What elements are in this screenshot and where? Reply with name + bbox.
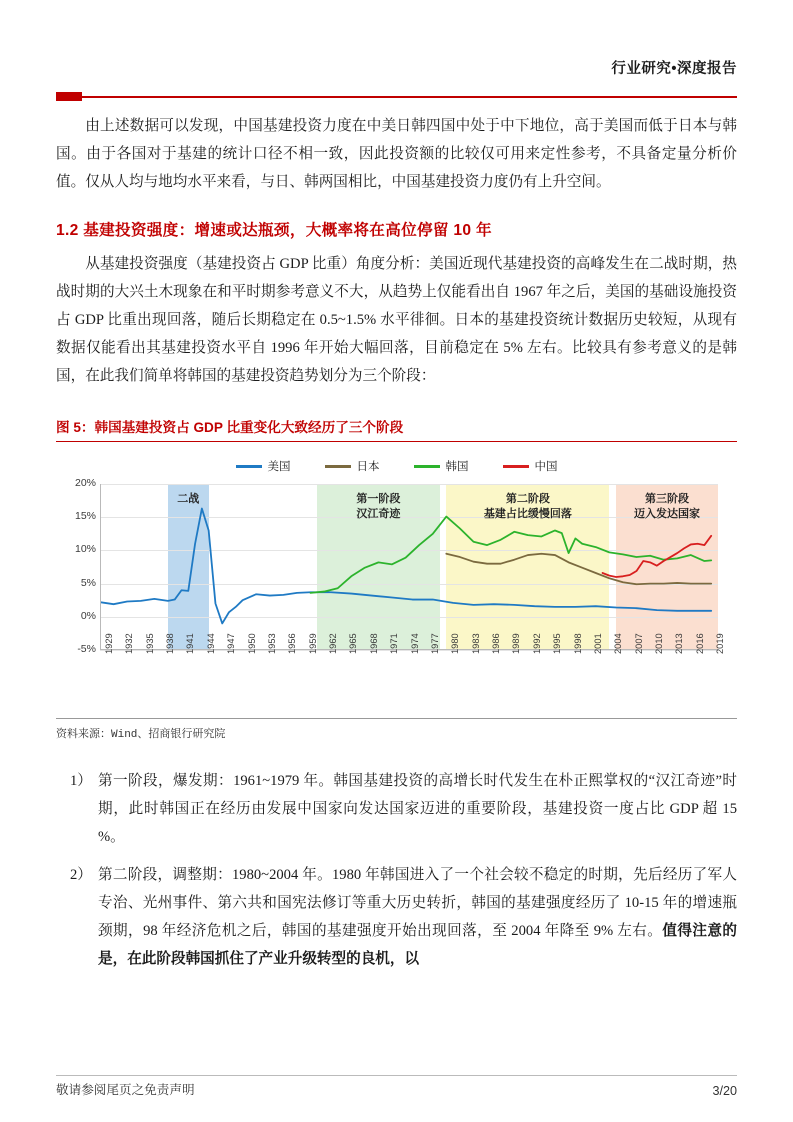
x-tick-label: 1947 xyxy=(226,633,237,654)
header-divider xyxy=(56,96,737,98)
legend-item xyxy=(236,458,291,474)
x-tick-label: 1944 xyxy=(205,633,216,654)
x-tick-label: 1971 xyxy=(389,633,400,654)
x-tick-label: 1938 xyxy=(165,633,176,654)
list-item-number: 1） xyxy=(70,773,92,789)
section-heading-1-2: 1.2 基建投资强度：增速或达瓶颈，大概率将在高位停留 10 年 xyxy=(56,222,492,239)
figure-5 xyxy=(56,416,737,741)
y-tick-label: 15% xyxy=(74,510,96,523)
legend-item xyxy=(503,458,558,474)
y-tick-label: 20% xyxy=(74,477,96,489)
x-tick-label: 1965 xyxy=(348,633,359,654)
x-tick-label: 1980 xyxy=(450,633,461,654)
x-tick-label: 1968 xyxy=(368,633,379,654)
legend-label: 日本 xyxy=(356,461,380,473)
list-item-text-bold: 值得注意的是，在此阶段韩国抓住了产业升级转型的良机，以 xyxy=(98,923,737,967)
y-tick-label: -5% xyxy=(77,643,96,655)
numbered-list xyxy=(56,767,737,973)
x-tick-label: 1962 xyxy=(328,633,339,654)
x-tick-label: 1941 xyxy=(185,633,196,654)
page-header xyxy=(0,0,793,100)
legend-label: 韩国 xyxy=(445,461,469,473)
chart-band-label: 二战 xyxy=(177,493,200,505)
x-tick-label: 1989 xyxy=(511,633,522,654)
footer-divider xyxy=(56,1075,737,1076)
x-tick-label: 2001 xyxy=(592,633,603,654)
x-tick-label: 1950 xyxy=(246,633,257,654)
paragraph-2: 从基建投资强度（基建投资占 GDP 比重）角度分析：美国近现代基建投资的高峰发生在二战时期，热战时期的大兴土木现象在和平时期参考意义不大，从趋势上仅能看出自 1967 年之后，美国的基础设施投资占 GDP 比重出现回落，随后长期稳定在 0.5~1.5% 水平徘徊。日本的基建投资统计数据历史较短，从现有数据仅能看出其基建投资水平自 1996 年开始大幅回落，目前稳定在 5% 左右。比较具有参考意义的是韩国，在此我们简单将韩国的基建投资趋势划分为三个阶段： xyxy=(56,256,737,384)
x-tick-label: 1995 xyxy=(552,633,563,654)
paragraph-1: 由上述数据可以发现，中国基建投资力度在中美日韩四国中处于中下地位，高于美国而低于日本与韩国。由于各国对于基建的统计口径不相一致，因此投资额的比较仅可用来定性参考，不具备定量分析价值。仅从人均与地均水平来看，与日、韩两国相比，中国基建投资力度仍有上升空间。 xyxy=(56,118,737,190)
legend-swatch xyxy=(414,465,440,468)
x-tick-label: 1986 xyxy=(491,633,502,654)
footer-disclaimer: 敬请参阅尾页之免责声明 xyxy=(56,1083,195,1097)
y-tick-label: 5% xyxy=(80,576,96,589)
legend-item xyxy=(325,458,380,474)
chart-canvas xyxy=(56,452,737,704)
legend-swatch xyxy=(325,465,351,468)
chart-band-label: 第三阶段 迈入发达国家 xyxy=(634,493,701,520)
x-tick-label: 2016 xyxy=(694,633,705,654)
list-item-text-plain: 第二阶段，调整期：1980~2004 年。1980 年韩国进入了一个社会较不稳定的时期，先后经历了军人专治、光州事件、第六共和国宪法修订等重大历史转折，韩国的基建强度经历了 10-15 年的增速瓶颈期，98 年经济危机之后，韩国的基建强度开始出现回落，至 2004 年降至 9% 左右。 xyxy=(98,867,737,939)
x-tick-label: 2007 xyxy=(633,633,644,654)
legend-item xyxy=(414,458,469,474)
chart-band-label: 第二阶段 基建占比缓慢回落 xyxy=(483,493,572,520)
x-tick-label: 1929 xyxy=(104,633,114,654)
footer-page-number: 3/20 xyxy=(712,1084,737,1098)
figure-source: 资料来源：Wind、招商银行研究院 xyxy=(56,718,737,741)
chart-legend xyxy=(56,458,737,474)
header-accent-tab xyxy=(56,92,82,101)
legend-swatch xyxy=(503,465,529,468)
y-tick-label: 0% xyxy=(80,609,96,622)
y-tick-label: 10% xyxy=(74,543,96,556)
x-tick-label: 1974 xyxy=(409,633,420,654)
x-tick-label: 1935 xyxy=(144,633,155,654)
list-item xyxy=(56,767,737,851)
legend-label: 中国 xyxy=(534,461,558,473)
x-tick-label: 1956 xyxy=(287,633,298,654)
chart-band-label: 第一阶段 汉江奇迹 xyxy=(356,493,401,520)
legend-swatch xyxy=(236,465,262,468)
x-tick-label: 1953 xyxy=(266,633,277,654)
page-content xyxy=(56,112,737,983)
header-title: 行业研究•深度报告 xyxy=(611,61,737,77)
x-tick-label: 1932 xyxy=(124,633,135,654)
x-tick-label: 1998 xyxy=(572,633,583,654)
x-tick-label: 2019 xyxy=(715,633,726,654)
list-item-text: 第一阶段，爆发期：1961~1979 年。韩国基建投资的高增长时代发生在朴正熙掌权的“汉江奇迹”时期，此时韩国正在经历由发展中国家向发达国家迈进的重要阶段，基建投资一度占比 GDP 超 15 %。 xyxy=(98,773,737,845)
x-tick-label: 1992 xyxy=(531,633,542,654)
x-tick-label: 2010 xyxy=(654,633,665,654)
x-tick-label: 1983 xyxy=(470,633,481,654)
x-tick-label: 2004 xyxy=(613,633,624,654)
list-item-text xyxy=(98,861,737,973)
list-item-number: 2） xyxy=(70,867,92,883)
x-tick-label: 2013 xyxy=(674,633,685,654)
figure-title: 图 5：韩国基建投资占 GDP 比重变化大致经历了三个阶段 xyxy=(56,416,737,442)
legend-label: 美国 xyxy=(267,461,291,473)
list-item xyxy=(56,861,737,973)
x-tick-label: 1977 xyxy=(429,633,440,654)
x-tick-label: 1959 xyxy=(307,633,318,654)
